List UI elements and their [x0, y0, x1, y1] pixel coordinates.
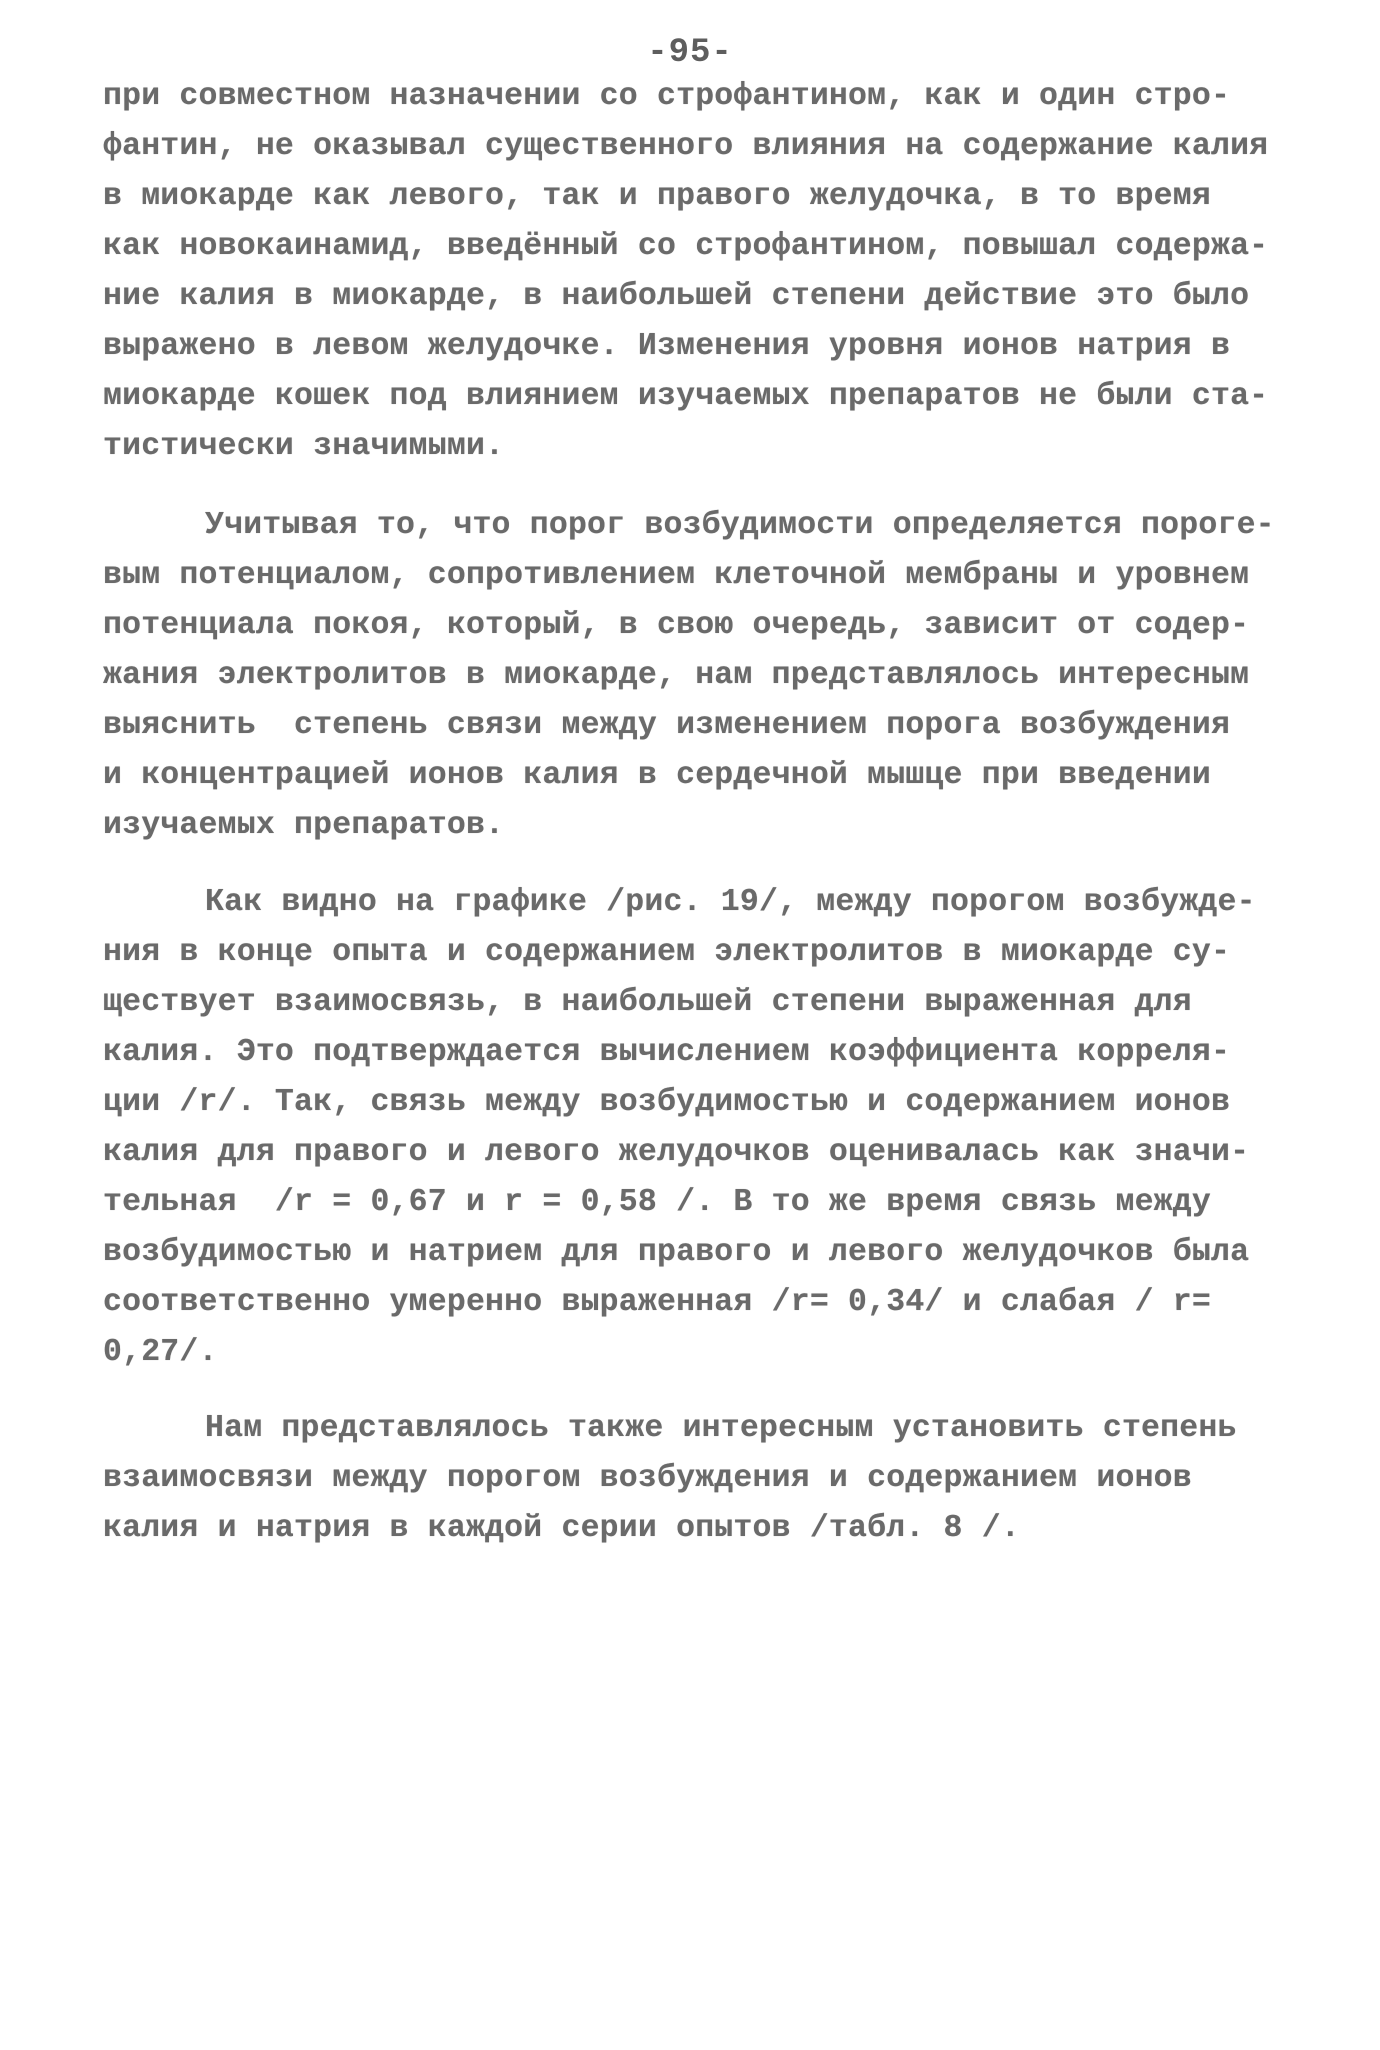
text-line: калия и натрия в каждой серии опытов /табл. 8 /. — [103, 1511, 1020, 1546]
text-line: потенциала покоя, который, в свою очередь, зависит от содер- — [103, 608, 1250, 643]
text-line: Учитывая то, что порог возбудимости определяется пороге- — [205, 508, 1275, 543]
text-line: при совместном назначении со строфантином, как и один стро- — [103, 79, 1231, 114]
text-line: соответственно умеренно выраженная /r= 0,34/ и слабая / r= — [103, 1285, 1211, 1320]
text-line: выражено в левом желудочке. Изменения уровня ионов натрия в — [103, 329, 1231, 364]
text-line: возбудимостью и натрием для правого и левого желудочков была — [103, 1235, 1250, 1270]
text-line: взаимосвязи между порогом возбуждения и содержанием ионов — [103, 1461, 1192, 1496]
page-number: -95- — [647, 34, 733, 72]
text-line: 0,27/. — [103, 1335, 218, 1370]
text-line: Нам представлялось также интересным установить степень — [205, 1411, 1237, 1446]
text-line: вым потенциалом, сопротивлением клеточной мембраны и уровнем — [103, 558, 1250, 593]
text-line: выяснить степень связи между изменением порога возбуждения — [103, 708, 1231, 743]
text-line: как новокаинамид, введённый со строфантином, повышал содержа- — [103, 229, 1269, 264]
text-line: тельная /r = 0,67 и r = 0,58 /. В то же время связь между — [103, 1185, 1211, 1220]
text-line: ние калия в миокарде, в наибольшей степени действие это было — [103, 279, 1250, 314]
text-line: Как видно на графике /рис. 19/, между порогом возбужде- — [205, 885, 1256, 920]
text-line: ния в конце опыта и содержанием электролитов в миокарде су- — [103, 935, 1231, 970]
text-line: калия для правого и левого желудочков оценивалась как значи- — [103, 1135, 1250, 1170]
text-line: в миокарде как левого, так и правого желудочка, в то время — [103, 179, 1211, 214]
text-line: миокарде кошек под влиянием изучаемых препаратов не были ста- — [103, 379, 1269, 414]
text-line: калия. Это подтверждается вычислением коэффициента корреля- — [103, 1035, 1231, 1070]
text-line: ществует взаимосвязь, в наибольшей степени выраженная для — [103, 985, 1192, 1020]
text-line: ции /r/. Так, связь между возбудимостью и содержанием ионов — [103, 1085, 1231, 1120]
text-line: изучаемых препаратов. — [103, 808, 505, 843]
text-line: и концентрацией ионов калия в сердечной мышце при введении — [103, 758, 1211, 793]
text-line: жания электролитов в миокарде, нам представлялось интересным — [103, 658, 1250, 693]
text-line: тистически значимыми. — [103, 429, 505, 464]
text-line: фантин, не оказывал существенного влияния на содержание калия — [103, 129, 1269, 164]
